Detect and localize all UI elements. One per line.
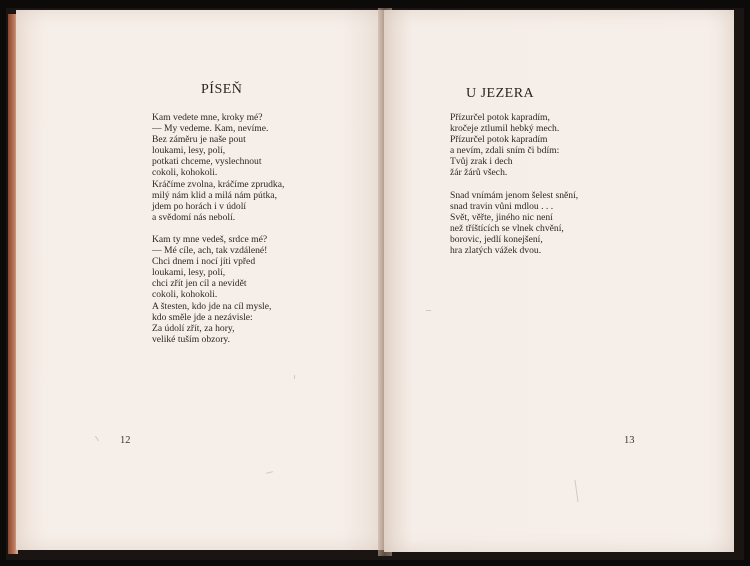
- poem-line: chci zřít jen cíl a nevidět: [152, 278, 247, 290]
- paper-speck: [294, 375, 295, 379]
- poem-line: loukami, lesy, polí,: [152, 267, 226, 279]
- stanza-break: [450, 179, 578, 190]
- poem-line: Snad vnímám jenom šelest snění,: [450, 189, 579, 201]
- left-poem-text: [152, 112, 284, 345]
- poem-line: snad travin vůni mdlou . . .: [450, 200, 554, 212]
- poem-line: Tvůj zrak i dech: [450, 156, 513, 168]
- paper-speck: [266, 471, 273, 474]
- poem-line: Svět, věřte, jiného nic není: [450, 211, 553, 223]
- right-poem-title: U JEZERA: [466, 86, 535, 101]
- poem-line: Kráčíme zvolna, kráčíme zprudka,: [152, 178, 285, 190]
- poem-line: žár žárů všech.: [450, 167, 508, 179]
- poem-line: Přízurčel potok kapradím: [450, 134, 548, 146]
- poem-line: cokoli, kohokoli.: [152, 167, 218, 179]
- poem-line: — My vedeme. Kam, nevíme.: [152, 123, 269, 135]
- paper-speck: [95, 436, 99, 441]
- poem-line: A štesten, kdo jde na cíl mysle,: [152, 300, 272, 312]
- poem-line: cokoli, kohokoli.: [152, 289, 218, 301]
- poem-line: a nevím, zdali sním či bdím:: [450, 145, 560, 157]
- poem-line: kročeje ztlumil hebký mech.: [450, 123, 560, 135]
- poem-line: a svědomí nás nebolí.: [152, 211, 236, 223]
- poem-line: potkati chceme, vyslechnout: [152, 156, 262, 168]
- right-poem-text: [450, 112, 578, 256]
- paper-speck: [574, 480, 578, 502]
- poem-line: Kam vedete mne, kroky mé?: [152, 112, 263, 123]
- poem-line: loukami, lesy, polí,: [152, 145, 226, 157]
- poem-line: hra zlatých vážek dvou.: [450, 245, 542, 257]
- left-page-number: 12: [120, 435, 131, 446]
- poem-line: jdem po horách i v údolí: [152, 200, 247, 212]
- poem-line: borovic, jedlí konejšení,: [450, 233, 543, 245]
- poem-line: veliké tuším obzory.: [152, 333, 230, 345]
- poem-line: Chci dnem i nocí jíti vpřed: [152, 256, 256, 268]
- right-page: [384, 10, 734, 552]
- poem-line: milý nám klid a milá nám pútka,: [152, 189, 277, 201]
- left-page: [16, 10, 386, 550]
- poem-line: Kam ty mne vedeš, srdce mé?: [152, 233, 268, 245]
- left-poem-title: PÍSEŇ: [201, 82, 243, 97]
- poem-line: Bez záměru je naše pout: [152, 134, 246, 146]
- right-page-number: 13: [624, 435, 635, 446]
- poem-line: — Mé cíle, ach, tak vzdálené!: [152, 245, 268, 257]
- paper-speck: [426, 310, 431, 311]
- poem-line: Za údolí zřít, za hory,: [152, 322, 235, 334]
- poem-line: než tříštících se vlnek chvění,: [450, 222, 564, 234]
- poem-line: kdo směle jde a nezávisle:: [152, 311, 253, 323]
- poem-line: Přízurčel potok kapradím,: [450, 112, 550, 123]
- stanza-break: [152, 223, 284, 234]
